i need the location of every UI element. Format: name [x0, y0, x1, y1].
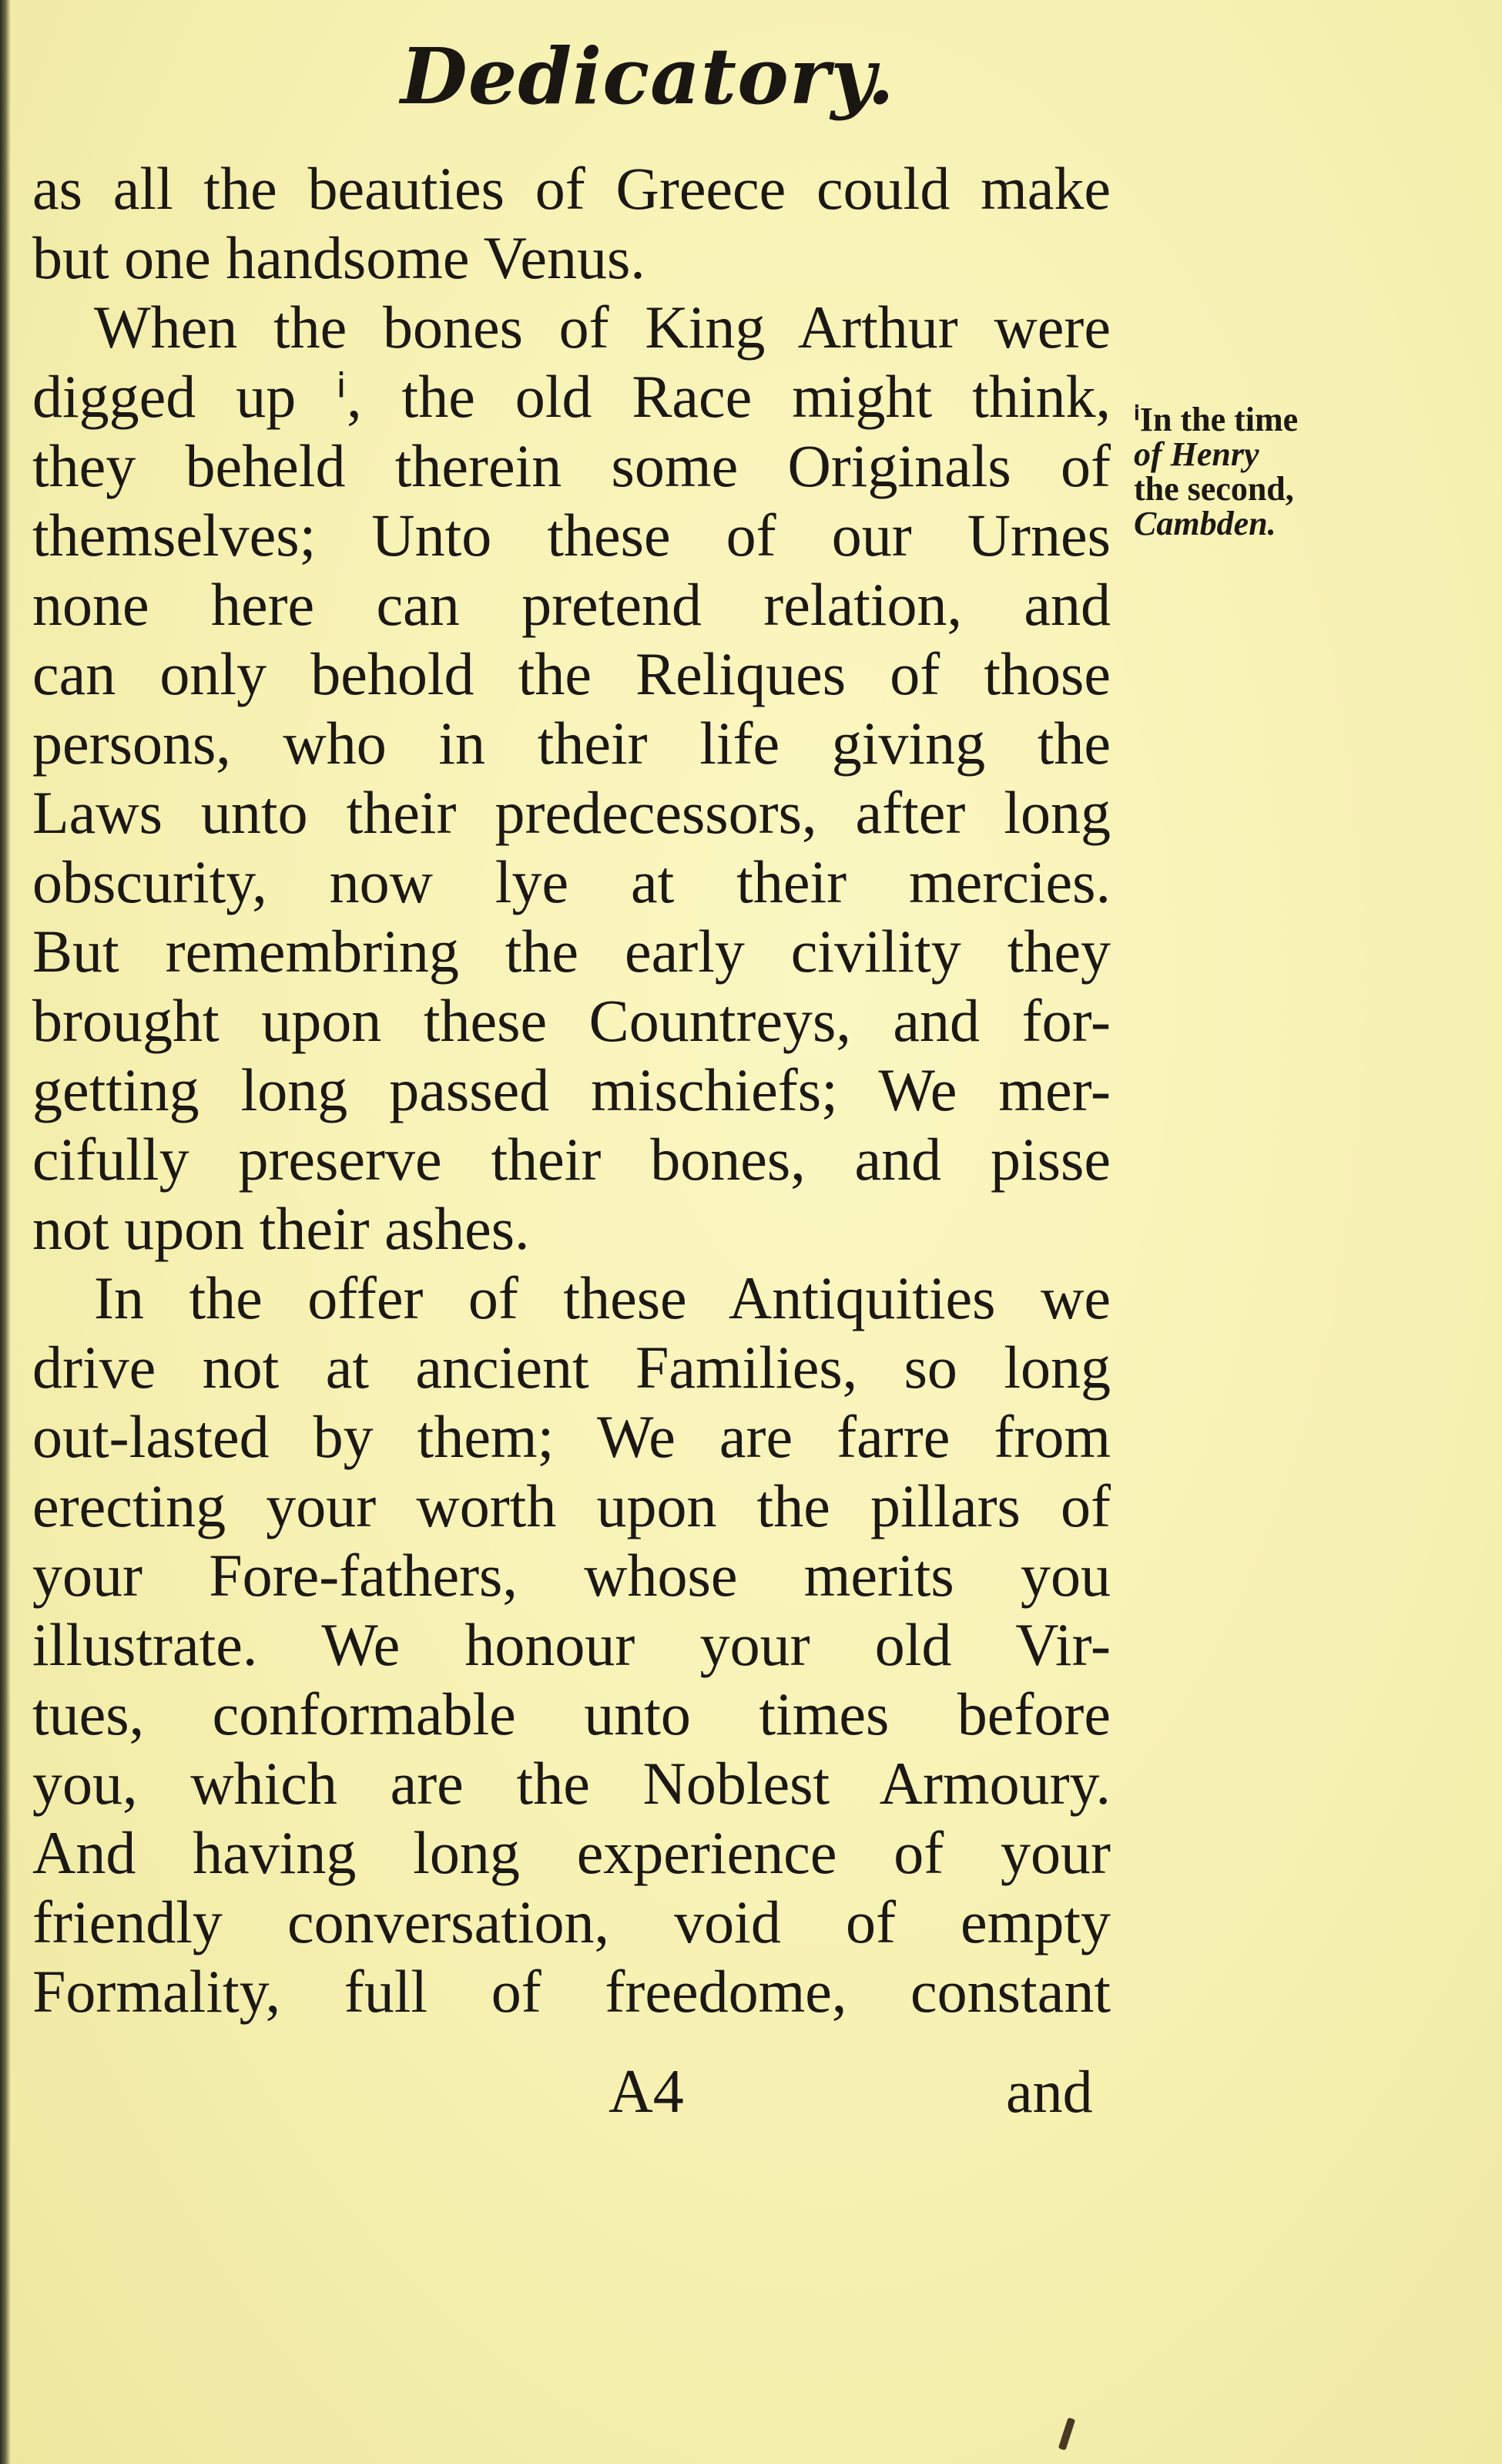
running-head: Dedicatory.	[401, 31, 895, 122]
text-line: themselves; Unto these of our Urnes	[32, 502, 1111, 569]
margin-note-line: of Henry	[1134, 435, 1259, 473]
text-line: not upon their ashes.	[32, 1195, 530, 1262]
text-line: as all the beauties of Greece could make	[32, 155, 1111, 222]
text-line: out-lasted by them; We are farre from	[32, 1403, 1111, 1470]
binding-edge	[0, 0, 11, 2464]
text-line: drive not at ancient Families, so long	[32, 1334, 1111, 1401]
text-line: illustrate. We honour your old Vir-	[32, 1611, 1111, 1678]
text-line: tues, conformable unto times before	[32, 1680, 1111, 1747]
text-line: digged up ⁱ, the old Race might think,	[32, 363, 1111, 430]
text-line: your Fore-fathers, whose merits you	[32, 1542, 1111, 1609]
text-line: Laws unto their predecessors, after long	[32, 779, 1111, 846]
text-line: obscurity, now lye at their mercies.	[32, 848, 1111, 915]
text-line: When the bones of King Arthur were	[94, 294, 1111, 361]
margin-note-line: ⁱIn the time	[1134, 401, 1299, 438]
signature-mark: A4	[609, 2058, 684, 2126]
text-line: you, which are the Noblest Armoury.	[32, 1750, 1111, 1817]
catchword: and	[1006, 2058, 1093, 2125]
text-line: cifully preserve their bones, and pisse	[32, 1126, 1111, 1193]
text-line: getting long passed mischiefs; We mer-	[32, 1056, 1111, 1123]
text-line: Formality, full of freedome, constant	[32, 1958, 1111, 2025]
text-line: In the offer of these Antiquities we	[94, 1264, 1111, 1331]
ink-mark	[1058, 2417, 1075, 2450]
text-line: But remembring the early civility they	[32, 918, 1111, 985]
text-line: And having long experience of your	[32, 1819, 1111, 1886]
text-line: can only behold the Reliques of those	[32, 640, 1111, 707]
text-line: they beheld therein some Originals of	[32, 432, 1111, 499]
margin-note-line: the second,	[1134, 470, 1294, 508]
text-line: but one handsome Venus.	[32, 224, 645, 291]
text-line: brought upon these Countreys, and for-	[32, 987, 1111, 1054]
text-line: erecting your worth upon the pillars of	[32, 1472, 1111, 1539]
text-line: friendly conversation, void of empty	[32, 1888, 1111, 1955]
text-line: none here can pretend relation, and	[32, 571, 1111, 638]
text-line: persons, who in their life giving the	[32, 710, 1111, 777]
margin-note	[1134, 402, 1380, 541]
margin-note-line: Cambden.	[1134, 505, 1276, 542]
